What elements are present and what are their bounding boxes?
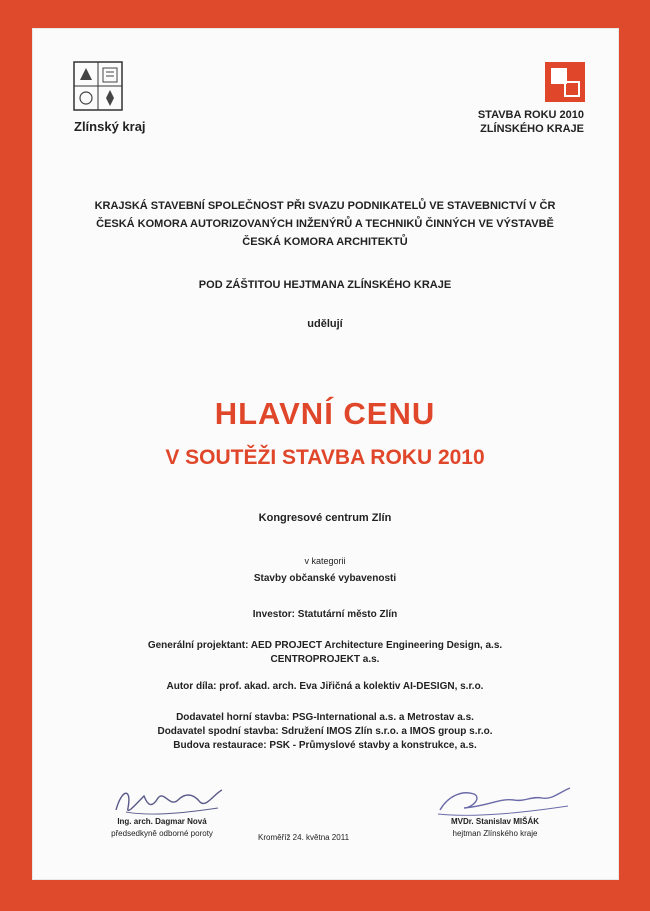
place-date: Kroměříž 24. května 2011 <box>258 833 350 842</box>
contest-line-2: ZLÍNSKÉHO KRAJE <box>480 123 584 135</box>
coat-of-arms-icon <box>72 60 124 112</box>
patronage: POD ZÁŠTITOU HEJTMANA ZLÍNSKÉHO KRAJE <box>198 279 452 291</box>
designer-line-1: Generální projektant: AED PROJECT Architecture Engineering Design, a.s. <box>147 640 503 651</box>
left-signatory-role: předsedkyně odborné poroty <box>111 829 213 838</box>
designer-line-2: CENTROPROJEKT a.s. <box>270 654 380 665</box>
supplier-upper: Dodavatel horní stavba: PSG-International a.s. a Metrostav a.s. <box>176 712 474 723</box>
organizer-line-3: ČESKÁ KOMORA ARCHITEKTŮ <box>242 236 408 248</box>
supplier-lower: Dodavatel spodní stavba: Sdružení IMOS Zlín s.r.o. a IMOS group s.r.o. <box>157 726 493 737</box>
author: Autor díla: prof. akad. arch. Eva Jiřičná a kolektiv AI-DESIGN, s.r.o. <box>166 681 484 692</box>
signature-right-icon <box>428 782 578 822</box>
project-name: Kongresové centrum Zlín <box>258 512 392 524</box>
investor: Investor: Statutární město Zlín <box>252 609 398 620</box>
region-name: Zlínský kraj <box>74 119 146 134</box>
award-subtitle: V SOUTĚŽI STAVBA ROKU 2010 <box>165 446 485 469</box>
left-signatory-name: Ing. arch. Dagmar Nová <box>117 817 207 826</box>
right-signatory-role: hejtman Zlínského kraje <box>452 829 538 838</box>
project-category: Stavby občanské vybavenosti <box>253 573 397 584</box>
signature-left-icon <box>108 782 228 822</box>
category-label: v kategorii <box>304 556 346 566</box>
stavba-roku-logo-icon <box>545 62 585 102</box>
restaurant: Budova restaurace: PSK - Průmyslové stavby a konstrukce, a.s. <box>173 740 477 751</box>
organizer-line-1: KRAJSKÁ STAVEBNÍ SPOLEČNOST PŘI SVAZU PODNIKATELŮ VE STAVEBNICTVÍ V ČR <box>94 200 556 212</box>
contest-line-1: STAVBA ROKU 2010 <box>477 109 584 121</box>
awards-verb: udělují <box>307 318 343 330</box>
right-signatory-name: MVDr. Stanislav MIŠÁK <box>450 817 540 826</box>
organizer-line-2: ČESKÁ KOMORA AUTORIZOVANÝCH INŽENÝRŮ A TECHNIKŮ ČINNÝCH VE VÝSTAVBĚ <box>96 218 554 230</box>
contest-title <box>478 108 584 136</box>
award-title: HLAVNÍ CENU <box>214 396 436 431</box>
